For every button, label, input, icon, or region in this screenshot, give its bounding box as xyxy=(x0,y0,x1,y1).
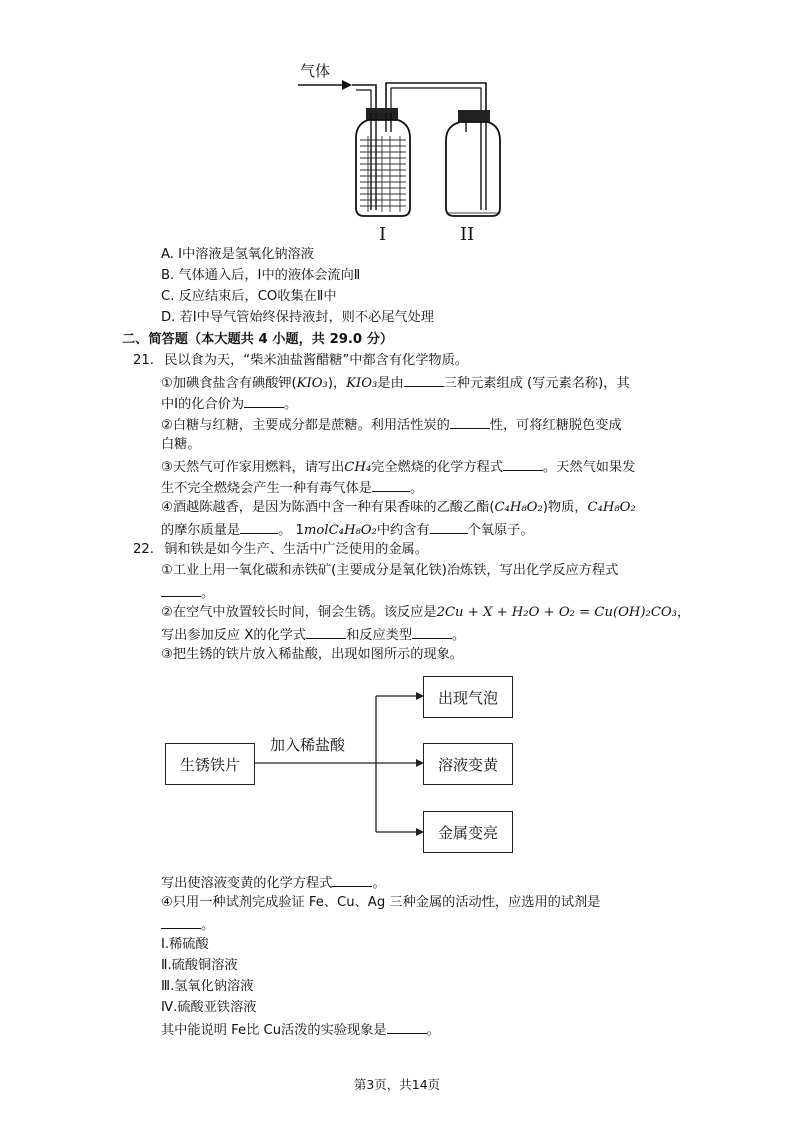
rust-equation: 2Cu + X + H₂O + O₂ = Cu(OH)₂CO₃ xyxy=(436,605,678,620)
bottle-2-label: II xyxy=(460,224,475,245)
flow-outcome-bubbles: 出现气泡 xyxy=(423,676,513,718)
q22-line-2: 。 xyxy=(161,582,214,604)
answer-blank[interactable] xyxy=(332,872,372,887)
q22-line-4: 写出参加反应 X的化学式 和反应类型 。 xyxy=(161,624,465,646)
answer-blank[interactable] xyxy=(244,393,284,408)
apparatus-figure xyxy=(290,58,520,248)
answer-blank[interactable] xyxy=(240,519,278,534)
q21-line-4: 白糖。 xyxy=(161,437,201,452)
q22-line-9: 其中能说明 Fe比 Cu活泼的实验现象是 。 xyxy=(161,1019,440,1041)
answer-blank[interactable] xyxy=(412,624,452,639)
gas-bottles-diagram xyxy=(290,58,520,248)
q22-stem: 铜和铁是如今生产、生活中广泛使用的金属。 xyxy=(164,542,428,557)
flow-outcome-yellow: 溶液变黄 xyxy=(423,743,513,785)
gas-label: 气体 xyxy=(300,62,331,80)
flow-start-box: 生锈铁片 xyxy=(165,743,255,785)
reagent-item: Ⅲ.氢氧化钠溶液 xyxy=(161,979,254,994)
q22-stem-line xyxy=(133,540,428,560)
reagent-item: Ⅰ.稀硫酸 xyxy=(161,937,209,952)
q21-line-5: ③天然气可作家用燃料，请写出CH₄完全燃烧的化学方程式 。天然气如果发 xyxy=(161,456,635,478)
q21-number: 21. xyxy=(133,353,154,368)
answer-blank[interactable] xyxy=(372,477,410,492)
q21-stem: 民以食为天，“柴米油盐酱醋糖”中都含有化学物质。 xyxy=(164,353,468,368)
q22-line-3: ②在空气中放置较长时间，铜会生锈。该反应是2Cu + X + H₂O + O₂ = Cu(OH)₂CO₃， xyxy=(161,605,691,620)
q22-line-7: ④只用一种试剂完成验证 Fe、Cu、Ag 三种金属的活动性，应选用的试剂是 xyxy=(161,895,601,910)
q22-line-1: ①工业上用一氧化碳和赤铁矿(主要成分是氧化铁)冶炼铁，写出化学反应方程式 xyxy=(161,563,619,578)
q20-option-a: A. I中溶液是氢氧化钠溶液 xyxy=(161,247,314,262)
bottle-1-label: I xyxy=(379,224,387,245)
q21-line-8: 的摩尔质量是 。 1molC₄H₈O₂中约含有 个氧原子。 xyxy=(161,519,534,541)
q21-line-1: ①加碘食盐含有碘酸钾(KIO₃)，KIO₃是由 三种元素组成 (写元素名称)，其 xyxy=(161,372,630,394)
q20-option-d: D. 若I中导气管始终保持液封，则不必尾气处理 xyxy=(161,310,434,325)
answer-blank[interactable] xyxy=(161,582,201,597)
answer-blank[interactable] xyxy=(503,456,543,471)
q21-line-6: 生不完全燃烧会产生一种有毒气体是 。 xyxy=(161,477,423,499)
page-footer: 第3页，共14页 xyxy=(353,1077,441,1092)
q21-line-2: 中I的化合价为 。 xyxy=(161,393,297,415)
q21-stem-line xyxy=(133,351,468,371)
q22-line-6: 写出使溶液变黄的化学方程式 。 xyxy=(161,872,386,894)
q21-line-3: ②白糖与红糖，主要成分都是蔗糖。利用活性炭的 性，可将红糖脱色变成 xyxy=(161,414,622,436)
section-2-title: 二、简答题（本大题共 4 小题，共 29.0 分） xyxy=(122,332,394,347)
answer-blank[interactable] xyxy=(404,372,444,387)
answer-blank[interactable] xyxy=(306,624,346,639)
q22-line-8: 。 xyxy=(161,914,214,936)
q22-line-5: ③把生锈的铁片放入稀盐酸，出现如图所示的现象。 xyxy=(161,647,463,662)
flow-outcome-bright: 金属变亮 xyxy=(423,811,513,853)
reagent-item: Ⅱ.硫酸铜溶液 xyxy=(161,958,238,973)
answer-blank[interactable] xyxy=(161,914,201,929)
q22-number: 22. xyxy=(133,542,154,557)
answer-blank[interactable] xyxy=(430,519,468,534)
flowchart xyxy=(160,670,530,870)
reagent-item: Ⅳ.硫酸亚铁溶液 xyxy=(161,1000,257,1015)
q21-line-7: ④酒越陈越香，是因为陈酒中含一种有果香味的乙酸乙酯(C₄H₈O₂)物质，C₄H₈O₂ xyxy=(161,500,636,515)
flow-arrow-label: 加入稀盐酸 xyxy=(270,736,346,754)
answer-blank[interactable] xyxy=(450,414,490,429)
answer-blank[interactable] xyxy=(387,1019,427,1034)
q20-option-c: C. 反应结束后，CO收集在Ⅱ中 xyxy=(161,289,337,304)
q20-option-b: B. 气体通入后，I中的液体会流向Ⅱ xyxy=(161,268,361,283)
